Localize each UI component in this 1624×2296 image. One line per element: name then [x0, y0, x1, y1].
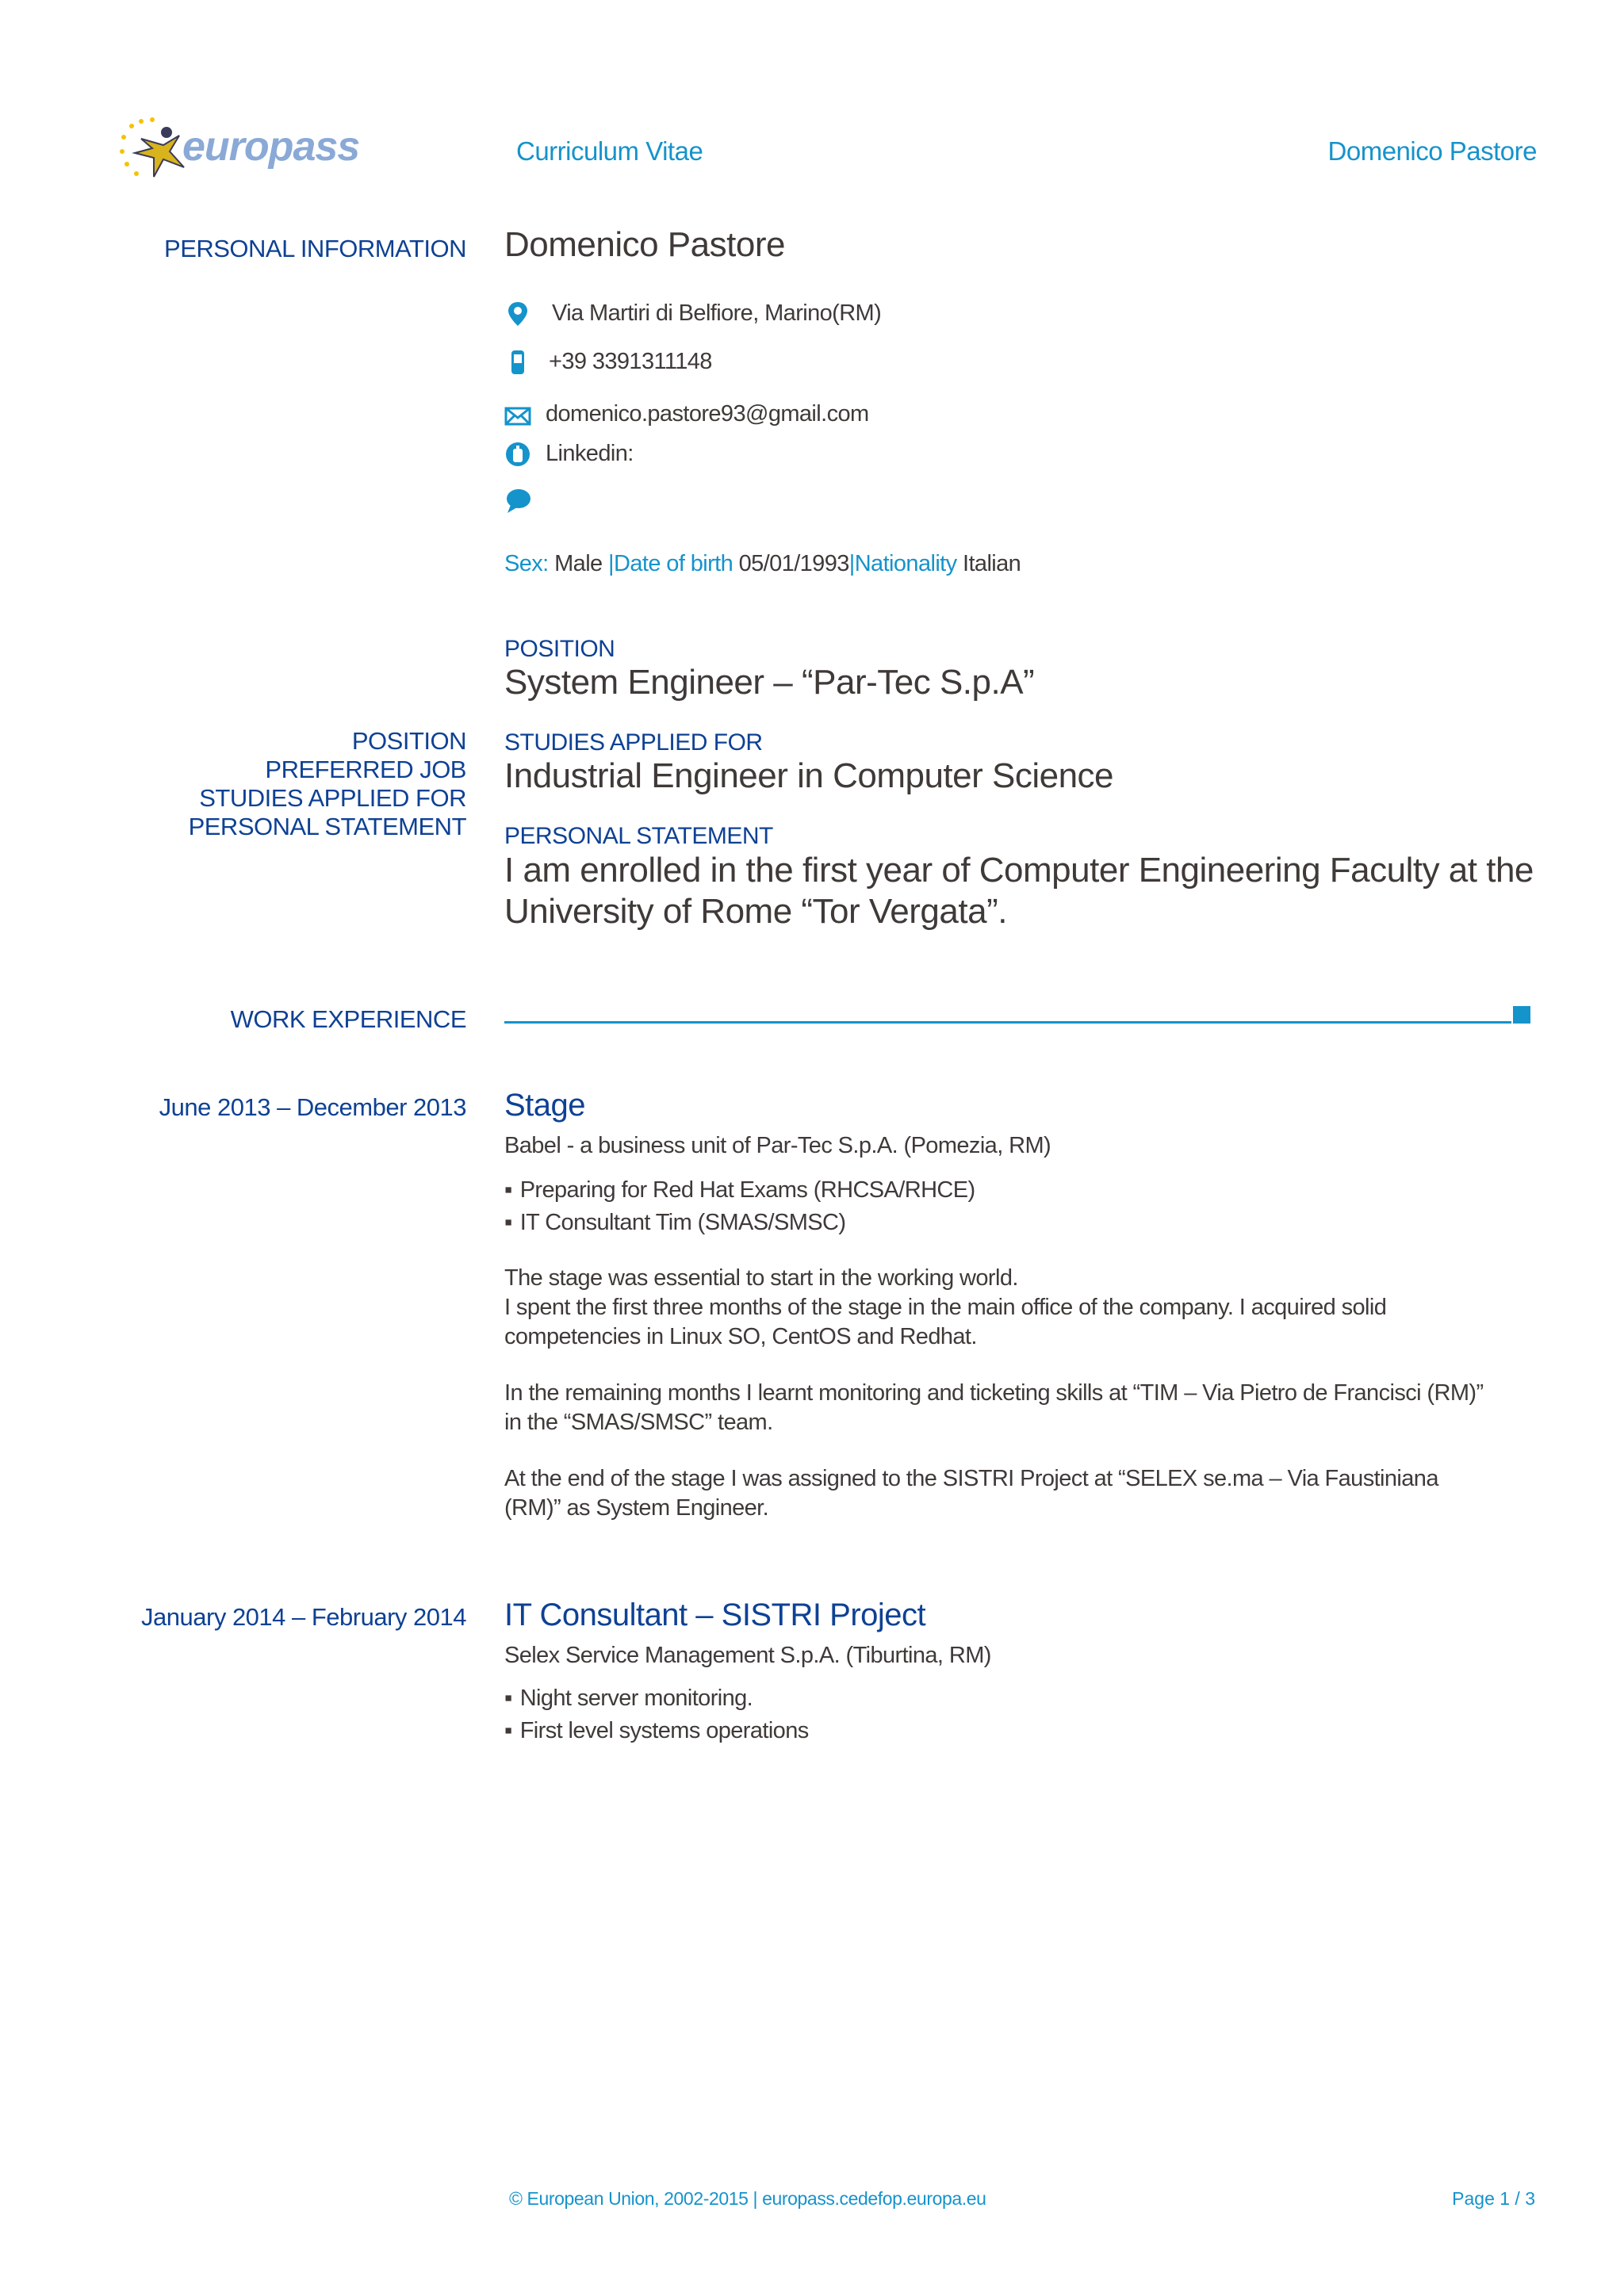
address-row: [504, 299, 881, 328]
job-dates: June 2013 – December 2013: [159, 1093, 466, 1121]
linkedin-text[interactable]: Linkedin:: [546, 441, 634, 466]
header-name: Domenico Pastore: [1327, 136, 1537, 166]
email-envelope-icon: [504, 401, 531, 428]
side-label-position: POSITION: [351, 727, 466, 755]
job-title: IT Consultant – SISTRI Project: [504, 1598, 926, 1632]
side-labels: [189, 727, 466, 841]
statement-line: University of Rome “Tor Vergata”.: [504, 892, 1007, 931]
speech-bubble-icon: [504, 488, 531, 515]
phone-row: [504, 347, 712, 377]
full-name: Domenico Pastore: [504, 225, 785, 264]
description-line: In the remaining months I learnt monitoring and ticketing skills at “TIM – Via Pietro de Francisci (RM)”: [504, 1380, 1484, 1406]
side-label-studies: STUDIES APPLIED FOR: [199, 784, 466, 812]
nationality-value: Italian: [963, 551, 1021, 576]
list-item: ▪ Preparing for Red Hat Exams (RHCSA/RHCE): [504, 1174, 975, 1207]
job-employer: Selex Service Management S.p.A. (Tiburtina, RM): [504, 1643, 991, 1668]
address-text: Via Martiri di Belfiore, Marino(RM): [552, 300, 882, 326]
page-number: Page 1 / 3: [1452, 2188, 1535, 2209]
job-dates: January 2014 – February 2014: [141, 1603, 466, 1631]
list-item: ▪ IT Consultant Tim (SMAS/SMSC): [504, 1207, 975, 1239]
section-divider: [504, 1021, 1511, 1024]
statement-label: PERSONAL STATEMENT: [504, 823, 773, 849]
job-description: [504, 1264, 1484, 1523]
sex-value: Male: [554, 551, 603, 576]
description-line: At the end of the stage I was assigned to the SISTRI Project at “SELEX se.ma – Via Faustiniana: [504, 1466, 1438, 1491]
list-item: ▪ First level systems operations: [504, 1715, 809, 1747]
position-label: POSITION: [504, 636, 615, 662]
statement-text: [504, 850, 1534, 932]
website-globe-icon: [504, 441, 531, 468]
separator: |: [848, 551, 855, 576]
separator: |: [608, 551, 614, 576]
europass-logo: [117, 115, 360, 182]
statement-line: I am enrolled in the first year of Computer Engineering Faculty at the: [504, 851, 1534, 890]
email-text[interactable]: domenico.pastore93@gmail.com: [546, 401, 869, 427]
position-value: System Engineer – “Par-Tec S.p.A”: [504, 663, 1035, 702]
sex-label: Sex:: [504, 551, 549, 576]
side-label-statement: PERSONAL STATEMENT: [188, 813, 466, 840]
personal-information-label: PERSONAL INFORMATION: [164, 235, 466, 262]
dob-label: Date of birth: [613, 551, 733, 576]
europass-wordmark: europass: [182, 124, 360, 170]
description-line: (RM)” as System Engineer.: [504, 1495, 769, 1521]
linkedin-row: [504, 439, 634, 469]
messaging-row: [504, 488, 531, 515]
job-activities: [504, 1682, 809, 1747]
description-line: The stage was essential to start in the working world.: [504, 1265, 1018, 1291]
job-employer: Babel - a business unit of Par-Tec S.p.A. (Pomezia, RM): [504, 1133, 1051, 1158]
job-activities: [504, 1174, 975, 1239]
work-experience-label: WORK EXPERIENCE: [230, 1005, 466, 1033]
mobile-phone-icon: [504, 349, 531, 376]
location-pin-icon: [504, 300, 531, 327]
doc-title: Curriculum Vitae: [516, 136, 703, 166]
studies-value: Industrial Engineer in Computer Science: [504, 756, 1114, 795]
studies-label: STUDIES APPLIED FOR: [504, 729, 763, 756]
phone-text: +39 3391311148: [549, 349, 712, 374]
section-divider-square: [1513, 1006, 1530, 1024]
nationality-label: Nationality: [854, 551, 957, 576]
description-line: competencies in Linux SO, CentOS and Redhat.: [504, 1324, 977, 1349]
personal-details-line: [504, 551, 1021, 577]
list-item: ▪ Night server monitoring.: [504, 1682, 809, 1715]
description-line: I spent the first three months of the stage in the main office of the company. I acquired solid: [504, 1295, 1387, 1320]
side-label-preferred-job: PREFERRED JOB: [265, 756, 466, 783]
footer-copyright[interactable]: © European Union, 2002-2015 | europass.cedefop.europa.eu: [509, 2188, 986, 2209]
job-title: Stage: [504, 1088, 586, 1123]
email-row: [504, 400, 869, 429]
dob-value: 05/01/1993: [738, 551, 849, 576]
description-line: in the “SMAS/SMSC” team.: [504, 1410, 773, 1435]
